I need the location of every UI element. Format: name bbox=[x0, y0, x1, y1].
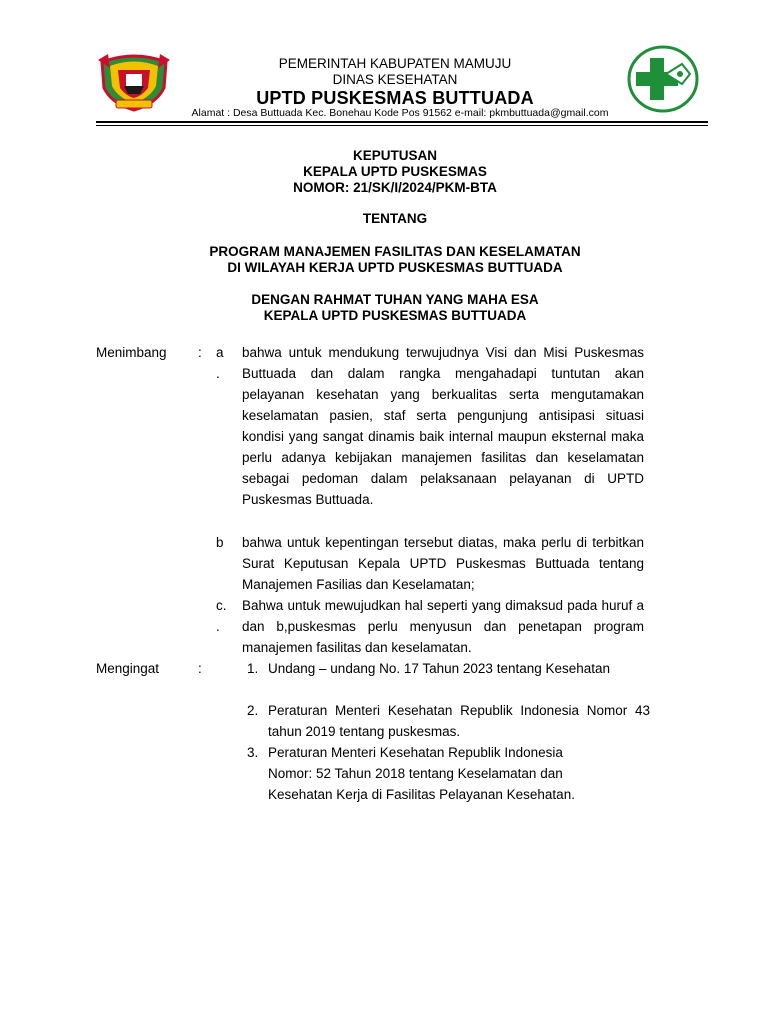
decree-heading: KEPUTUSAN bbox=[352, 148, 437, 163]
item-marker-a-dot: . bbox=[216, 366, 220, 381]
decree-number: NOMOR: 21/SK/I/2024/PKM-BTA bbox=[293, 180, 497, 195]
legal-basis-3-line-1: Peraturan Menteri Kesehatan Republik Indonesia bbox=[268, 745, 563, 760]
invocation-line-2: KEPALA UPTD PUSKESMAS BUTTUADA bbox=[263, 308, 527, 323]
legal-basis-label: Mengingat bbox=[96, 661, 160, 676]
decree-about-label: TENTANG bbox=[362, 211, 428, 226]
legal-basis-number-2: 2. bbox=[247, 703, 259, 718]
legal-basis-number-1: 1. bbox=[247, 661, 259, 676]
legal-basis-3-text bbox=[268, 742, 650, 805]
legal-basis-2-text: Peraturan Menteri Kesehatan Republik Indonesia Nomor 43 tahun 2019 tentang puskesmas. bbox=[268, 703, 650, 739]
item-marker-b: b bbox=[216, 535, 224, 550]
item-marker-a: a bbox=[216, 345, 224, 360]
legal-basis-1-text: Undang – undang No. 17 Tahun 2023 tentang Kesehatan bbox=[268, 661, 611, 676]
consideration-a-text: bahwa untuk mendukung terwujudnya Visi dan Misi Puskesmas Buttuada dan dalam rangka mengahadapi tuntutan akan pelayanan kesehatan yang berkualitas serta mengutamakan keselamatan pasien, staf serta pengunjung antisipasi situasi kondisi yang sangat dinamis baik internal maupun eksternal maka perlu adanya kebijakan manajemen fasilitas dan keselamatan sebagai pedoman dalam pelaksanaan pelayanan di UPTD Puskesmas Buttuada. bbox=[242, 345, 644, 507]
letterhead-government: PEMERINTAH KABUPATEN MAMUJU bbox=[278, 56, 512, 71]
decree-subject-line-1: PROGRAM MANAJEMEN FASILITAS DAN KESELAMATAN bbox=[209, 244, 581, 259]
decree-subject-line-2: DI WILAYAH KERJA UPTD PUSKESMAS BUTTUADA bbox=[227, 260, 563, 275]
legal-basis-3-line-2: Nomor: 52 Tahun 2018 tentang Keselamatan dan bbox=[268, 766, 563, 781]
item-marker-c-dot: . bbox=[216, 619, 220, 634]
letterhead-address: Alamat : Desa Buttuada Kec. Bonehau Kode Pos 91562 e-mail: pkmbuttuada@gmail.com bbox=[191, 107, 609, 119]
considerations-colon: : bbox=[198, 345, 202, 360]
letterhead-institution: UPTD PUSKESMAS BUTTUADA bbox=[256, 88, 534, 108]
legal-basis-3-line-3: Kesehatan Kerja di Fasilitas Pelayanan Kesehatan. bbox=[268, 787, 575, 802]
letterhead-divider-thin bbox=[96, 125, 708, 126]
puskesmas-cross-logo bbox=[626, 44, 700, 114]
letterhead-divider-thick bbox=[96, 121, 708, 123]
legal-basis-number-3: 3. bbox=[247, 745, 259, 760]
item-marker-c: c. bbox=[216, 598, 227, 613]
invocation-line-1: DENGAN RAHMAT TUHAN YANG MAHA ESA bbox=[251, 292, 539, 307]
decree-issuer: KEPALA UPTD PUSKESMAS bbox=[303, 164, 487, 179]
consideration-b-text: bahwa untuk kepentingan tersebut diatas, maka perlu di terbitkan Surat Keputusan Kepala UPTD Puskesmas Buttuada tentang Manajemen Fasilias dan Keselamatan; bbox=[242, 535, 644, 592]
consideration-c-text: Bahwa untuk mewujudkan hal seperti yang dimaksud pada huruf a dan b,puskesmas perlu menyusun dan penetapan program manajemen fasilitas dan keselamatan. bbox=[242, 598, 644, 655]
legal-basis-colon: : bbox=[198, 661, 202, 676]
considerations-label: Menimbang bbox=[96, 345, 167, 360]
letterhead-agency: DINAS KESEHATAN bbox=[332, 72, 458, 87]
